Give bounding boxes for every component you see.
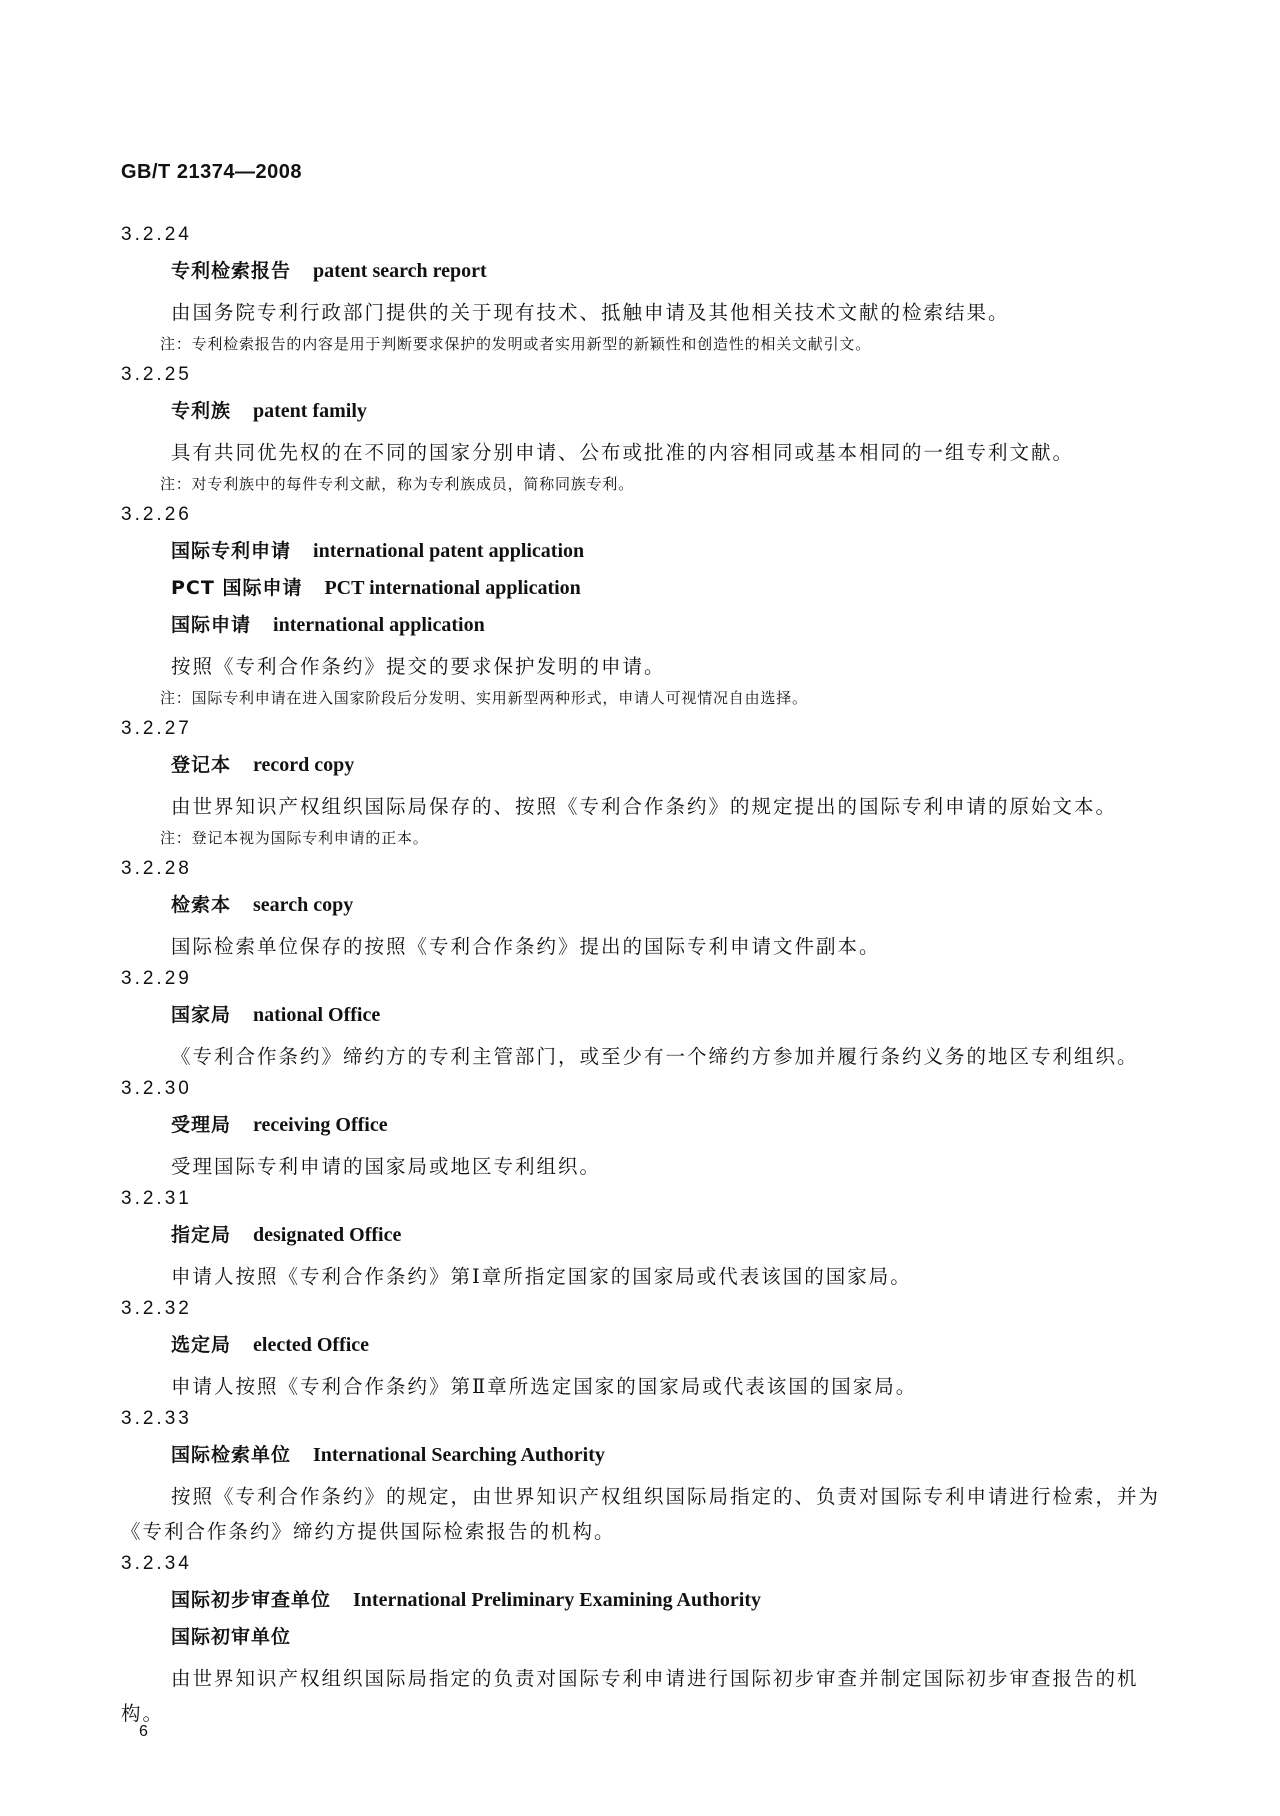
clause-number: 3.2.34 — [121, 1553, 192, 1574]
term-definition: 受理国际专利申请的国家局或地区专利组织。 — [171, 1155, 602, 1178]
term-english: international patent application — [313, 540, 585, 562]
term-definition: 按照《专利合作条约》的规定，由世界知识产权组织国际局指定的、负责对国际专利申请进行检索，并为《专利合作条约》缔约方提供国际检索报告的机构。 — [121, 1485, 1161, 1543]
term-entry — [121, 362, 1163, 496]
term-line — [171, 1222, 1163, 1248]
term-chinese: 国际初审单位 — [171, 1626, 292, 1648]
term-line — [171, 1002, 1163, 1028]
term-chinese: 检索本 — [171, 894, 232, 916]
term-english: patent family — [253, 400, 367, 422]
term-line — [171, 1112, 1163, 1138]
term-entry — [121, 1076, 1163, 1184]
clause-number: 3.2.32 — [121, 1298, 192, 1319]
clause-number: 3.2.29 — [121, 968, 192, 989]
term-chinese: 受理局 — [171, 1114, 232, 1136]
term-english: national Office — [253, 1004, 381, 1026]
term-chinese: 国际专利申请 — [171, 540, 292, 562]
term-entry — [121, 716, 1163, 850]
standard-number-header: GB/T 21374—2008 — [121, 161, 302, 183]
terms-list — [121, 222, 1163, 1733]
term-english: patent search report — [313, 260, 487, 282]
clause-number: 3.2.26 — [121, 504, 192, 525]
term-definition: 由国务院专利行政部门提供的关于现有技术、抵触申请及其他相关技术文献的检索结果。 — [171, 301, 1010, 324]
term-definition: 申请人按照《专利合作条约》第Ⅱ章所选定国家的国家局或代表该国的国家局。 — [171, 1375, 918, 1398]
term-line — [171, 538, 1163, 564]
term-definition: 按照《专利合作条约》提交的要求保护发明的申请。 — [171, 655, 666, 678]
term-english: international application — [273, 614, 485, 636]
term-chinese: 国际初步审查单位 — [171, 1589, 332, 1611]
term-entry — [121, 856, 1163, 964]
term-definition: 《专利合作条约》缔约方的专利主管部门，或至少有一个缔约方参加并履行条约义务的地区专利组织。 — [171, 1045, 1139, 1068]
term-chinese: 指定局 — [171, 1224, 232, 1246]
term-chinese: 选定局 — [171, 1334, 232, 1356]
term-entry — [121, 966, 1163, 1074]
term-chinese: 国家局 — [171, 1004, 232, 1026]
clause-number: 3.2.33 — [121, 1408, 192, 1429]
term-note: 注：登记本视为国际专利申请的正本。 — [160, 829, 429, 847]
term-note: 注：国际专利申请在进入国家阶段后分发明、实用新型两种形式，申请人可视情况自由选择。 — [160, 689, 808, 707]
term-chinese: PCT 国际申请 — [171, 577, 303, 599]
term-entry — [121, 222, 1163, 356]
term-entry — [121, 1186, 1163, 1294]
clause-number: 3.2.28 — [121, 858, 192, 879]
term-english: search copy — [253, 894, 354, 916]
term-english: designated Office — [253, 1224, 402, 1246]
term-line — [171, 612, 1163, 638]
term-definition: 具有共同优先权的在不同的国家分别申请、公布或批准的内容相同或基本相同的一组专利文献。 — [171, 441, 1075, 464]
term-chinese: 专利检索报告 — [171, 260, 292, 282]
term-entry — [121, 1406, 1163, 1549]
term-line — [171, 1442, 1163, 1468]
term-chinese: 国际检索单位 — [171, 1444, 292, 1466]
term-english: receiving Office — [253, 1114, 388, 1136]
clause-number: 3.2.25 — [121, 364, 192, 385]
term-line — [171, 398, 1163, 424]
term-line — [171, 752, 1163, 778]
term-definition: 由世界知识产权组织国际局保存的、按照《专利合作条约》的规定提出的国际专利申请的原始文本。 — [171, 795, 1118, 818]
term-line — [171, 892, 1163, 918]
term-definition: 申请人按照《专利合作条约》第Ⅰ章所指定国家的国家局或代表该国的国家局。 — [171, 1265, 912, 1288]
term-definition: 国际检索单位保存的按照《专利合作条约》提出的国际专利申请文件副本。 — [171, 935, 881, 958]
term-english: International Preliminary Examining Authority — [353, 1589, 761, 1611]
term-line — [171, 1587, 1163, 1613]
term-entry — [121, 1296, 1163, 1404]
clause-number: 3.2.30 — [121, 1078, 192, 1099]
term-note: 注：对专利族中的每件专利文献，称为专利族成员，简称同族专利。 — [160, 475, 635, 493]
page-number: 6 — [139, 1723, 148, 1740]
term-english: elected Office — [253, 1334, 370, 1356]
term-line — [171, 575, 1163, 601]
term-line — [171, 258, 1163, 284]
term-line — [171, 1332, 1163, 1358]
clause-number: 3.2.27 — [121, 718, 192, 739]
clause-number: 3.2.31 — [121, 1188, 192, 1209]
term-line — [171, 1624, 1163, 1650]
term-chinese: 国际申请 — [171, 614, 252, 636]
term-chinese: 专利族 — [171, 400, 232, 422]
term-chinese: 登记本 — [171, 754, 232, 776]
clause-number: 3.2.24 — [121, 224, 192, 245]
term-english: record copy — [253, 754, 355, 776]
term-definition: 由世界知识产权组织国际局指定的负责对国际专利申请进行国际初步审查并制定国际初步审查报告的机构。 — [121, 1667, 1139, 1725]
term-entry — [121, 502, 1163, 710]
term-note: 注：专利检索报告的内容是用于判断要求保护的发明或者实用新型的新颖性和创造性的相关文献引文。 — [160, 335, 872, 353]
term-entry — [121, 1551, 1163, 1731]
term-english: PCT international application — [324, 577, 581, 599]
term-english: International Searching Authority — [313, 1444, 605, 1466]
